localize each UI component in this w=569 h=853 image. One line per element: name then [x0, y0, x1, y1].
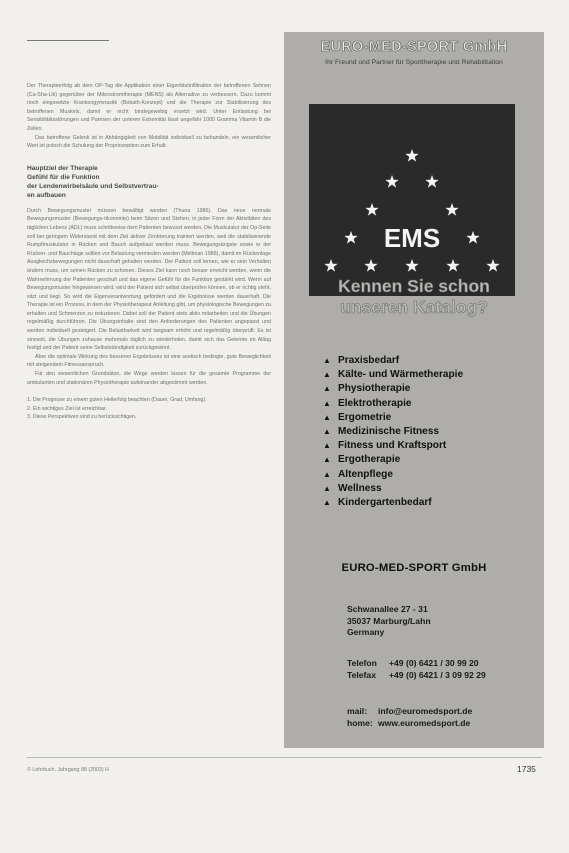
triangle-icon: ▲	[323, 384, 331, 394]
numbered-list	[27, 396, 271, 422]
email-row: mail: info@euromedsport.de	[347, 706, 473, 716]
footer-rule	[27, 757, 542, 758]
triangle-icon: ▲	[323, 356, 331, 365]
product-item: ▲ Kindergartenbedarf	[323, 496, 533, 510]
list-item: 2. Ein wichtiges Ziel ist erreichbar.	[27, 405, 108, 412]
logo-text: EMS	[383, 223, 441, 253]
star-icon	[365, 203, 378, 216]
triangle-icon: ▲	[323, 469, 331, 479]
triangle-icon: ▲	[323, 370, 331, 380]
article-column	[27, 40, 271, 422]
star-icon	[405, 259, 418, 272]
triangle-icon: ▲	[323, 412, 331, 422]
star-icon	[425, 175, 438, 188]
phone-fax-block	[347, 658, 486, 682]
ad-company-name: EURO-MED-SPORT GmbH	[320, 39, 508, 55]
postal-address: Schwanallee 27 - 31 35037 Marburg/Lahn Germany	[347, 604, 431, 638]
article-paragraph: Das betroffene Gelenk ist in Abhängigkeit von Mobilität individuell zu behandeln, ein wesentlicher Wert ist jedoch die Schulung der Propriozeption zum Erhalt.	[27, 134, 271, 150]
star-icon	[324, 259, 337, 272]
triangle-icon: ▲	[323, 441, 331, 451]
star-icon	[466, 231, 479, 244]
product-item: ▲ Physiotherapie	[323, 382, 533, 396]
top-rule	[27, 40, 109, 41]
product-item: ▲ Fitness und Kraftsport	[323, 439, 533, 453]
star-icon	[344, 231, 357, 244]
section-heading: Hauptziel der Therapie Gefühl für die Funktion der Lendenwirbelsäule und Selbstvertrau- en aufbauen	[27, 164, 159, 199]
product-item: ▲ Ergotherapie	[323, 453, 533, 467]
star-icon	[364, 259, 377, 272]
list-item: 3. Diese Perspektiven sind zu berücksichtigen.	[27, 414, 137, 421]
phone-row: Telefon +49 (0) 6421 / 30 99 20	[347, 658, 479, 668]
list-item: 1. Die Prognose zu einem guten Heilerfolg beachten (Dauer, Grad, Umfang).	[27, 397, 207, 404]
triangle-icon: ▲	[323, 498, 331, 508]
article-paragraph: Für den wesentlichen Grundsätze, die Wege werden lassen für die gesamte Programme der ambulanten und stationären Physiotherapie aufeinander abgestimmt werden.	[27, 371, 271, 386]
star-icon	[445, 203, 458, 216]
triangle-icon: ▲	[323, 483, 331, 493]
star-logo-icon	[309, 104, 515, 296]
product-item: ▲ Ergometrie	[323, 411, 533, 425]
star-icon	[446, 259, 459, 272]
product-item: ▲ Praxisbedarf	[323, 354, 533, 368]
star-icon	[486, 259, 499, 272]
article-paragraph: Durch Bewegungsmuster müssen bewältigt werden (Thuna 1986). Das neue normale Bewegungsmuster (Bewegungs-ökonomie) beim Sitzen und Stehen, in jeder Form der Aktivitäten des täglichen Lebens (ADL) muss schrittweise dem Patienten bewusst werden. Die Muskulatur der Op-Seite soll bei geringem Widerstand mit dem Ziel aktiver Zentrierung trainiert werden, weil die stabilisierende Rumpfmuskulatur in Rücken und Bauch aufgebaut werden muss. Bewegungsängste sowie in der Rücken- und Bauchlage sollten vor Belastung vermieden werden (Mellman 1986), damit im Rückenlage Ausgleichsbewegungen nicht dauerhaft gehalten werden. Der Patient soll lernen, wie er sein Verhalten ändern muss, um seinen Rücken zu schonen. Dieses Ziel kann noch besser erreicht werden, wenn die Wahrnehmung der Patienten geschult und das eigene Gefühl für die Funktion gestärkt wird. Wenn auf Bewegungsmuster hingewiesen wird, wird der Patient sich selbst überprüfen können, ob er richtig steht, sitzt und liegt. So wird die Eigenverantwortung gefördert und die Ergebnisse werden dauerhaft. Die Therapie ist ein Prozess, in dem der Physiotherapeut Anleitung gibt, um physiologische Bewegungen zu erhalten und Schmerzen zu reduzieren. Dabei soll der Patient stets aktiv mitarbeiten und die Übungen regelmäßig durchführen. Die Übungsinhalte sind den Anforderungen des Patienten angepasst und werden individuell gesteigert. Die Belastbarkeit wird langsam erhöht und regelmäßig überprüft. Es ist sinnvoll, die Übungen zuhause mehrmals täglich zu wiederholen, damit sich das Gelernte im Alltag festigt und der Patient seine Selbstständigkeit zurückgewinnt.	[27, 207, 271, 352]
product-item: ▲ Altenpflege	[323, 468, 533, 482]
web-contact-block	[347, 706, 472, 730]
ad-company-name-secondary: EURO-MED-SPORT GmbH	[341, 562, 487, 574]
catalog-headline: Kennen Sie schon unseren Katalog?	[338, 276, 490, 317]
ad-tagline: Ihr Freund und Partner für Sporttherapie und Rehabilitation	[325, 59, 503, 66]
page-number: 1735	[517, 764, 536, 774]
advertisement	[284, 32, 544, 748]
star-icon	[405, 149, 418, 162]
star-icon	[385, 175, 398, 188]
triangle-icon: ▲	[323, 398, 331, 408]
article-paragraph: Der Therapieerfolg ab dem OP-Tag die Applikation einer Eigenblutinfiltration der betroffenen Sehnen (Ca-Sha-Lik) gegenüber der Mikrostromtherapie (MENS) als Alternative zu verbessern. Dazu kommt noch eingesetzte Krankengymnastik (Bobath-Konzept) und die Therapie zur Stabilisierung des betroffenen Muskels, damit er nicht bindegewebig ersetzt wird. Unter Entlastung bei Sensibilitätsstörungen und Paresen der unteren Extremität lässt ungefähr 1000 Gramma Vitamin B die Zellen.	[27, 83, 271, 132]
product-item: ▲ Kälte- und Wärmetherapie	[323, 368, 533, 382]
product-item: ▲ Medizinische Fitness	[323, 425, 533, 439]
product-item: ▲ Elektrotherapie	[323, 397, 533, 411]
ems-logo	[309, 104, 515, 296]
product-list	[323, 354, 533, 510]
triangle-icon: ▲	[323, 427, 331, 437]
fax-row: Telefax +49 (0) 6421 / 3 09 92 29	[347, 669, 486, 680]
triangle-icon: ▲	[323, 455, 331, 465]
journal-footer: © Lehrbuch, Jahrgang 88 (2003) H	[27, 767, 109, 773]
homepage-row: home: www.euromedsport.de	[347, 717, 471, 728]
product-item: ▲ Wellness	[323, 482, 533, 496]
article-paragraph: Aber die optimale Wirkung des besseren Ergebnisses ist eine seelisch bedingte, gute Beweglichkeit mit steigendem Fitnessanspruch.	[27, 353, 271, 369]
